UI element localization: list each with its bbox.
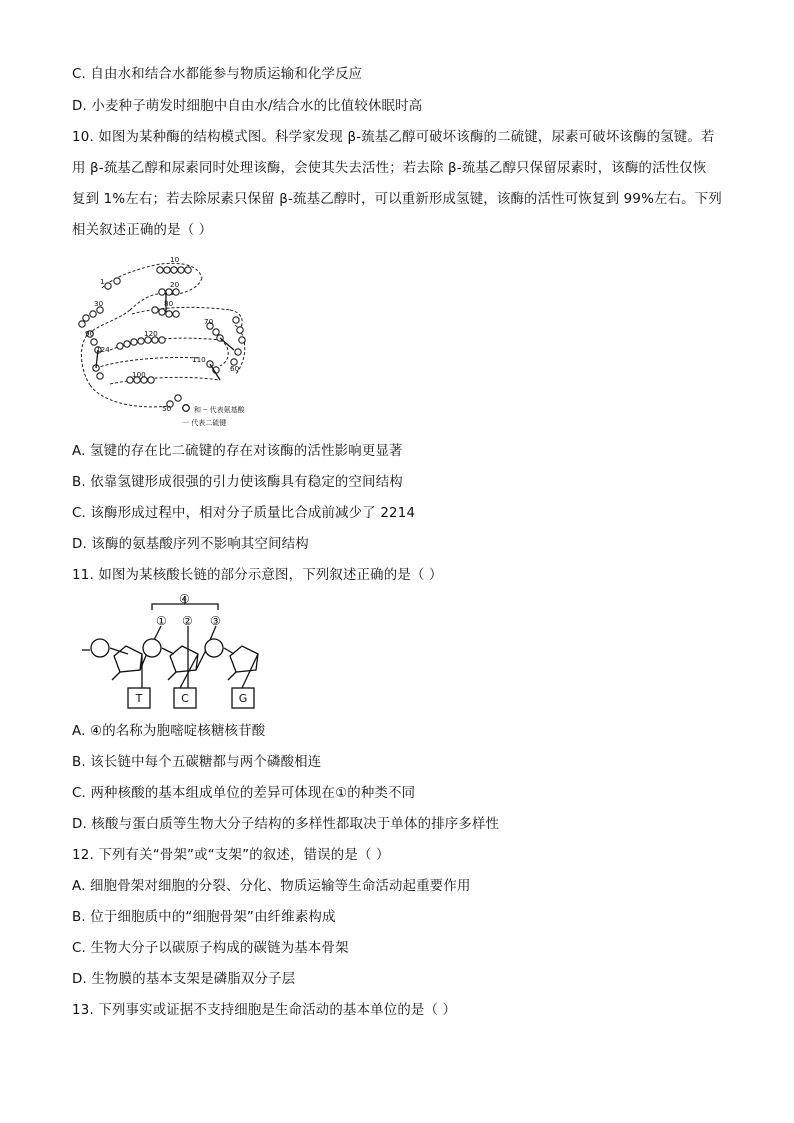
q10-stem-line4: 相关叙述正确的是（ ） [72, 223, 213, 238]
q10-stem-line3: 复到 1%左右；若去除尿素只保留 β-巯基乙醇时，可以重新形成氢键，该酶的活性可恢复到 99%左右。下列 [72, 192, 722, 207]
residue-label: 60 [230, 364, 240, 373]
base-label: C [181, 692, 189, 705]
residue-label: 100 [132, 370, 146, 379]
q13-stem: 13. 下列事实或证据不支持细胞是生命活动的基本单位的是（ ） [72, 1003, 457, 1018]
q9-option-c: C. 自由水和结合水都能参与物质运输和化学反应 [72, 67, 363, 82]
base-label: G [238, 692, 248, 705]
residue-label: 110 [192, 355, 206, 364]
label-two: ② [182, 614, 193, 628]
residue-label: 120 [144, 329, 158, 338]
q10-option-b: B. 依靠氢键形成很强的引力使该酶具有稳定的空间结构 [72, 475, 403, 490]
q10-option-c: C. 该酶形成过程中，相对分子质量比合成前减少了 2214 [72, 506, 416, 521]
q10-option-d: D. 该酶的氨基酸序列不影响其空间结构 [72, 537, 309, 552]
q12-option-d: D. 生物膜的基本支架是磷脂双分子层 [72, 972, 296, 987]
q11-option-a: A. ④的名称为胞嘧啶核糖核苷酸 [72, 724, 266, 739]
residue-label: 30 [94, 299, 104, 308]
residue-label: 80 [164, 299, 174, 308]
residue-label: 1 [100, 277, 105, 286]
q9-option-d: D. 小麦种子萌发时细胞中自由水/结合水的比值较休眠时高 [72, 99, 423, 114]
legend-disulfide-bond: 一 代表二硫键 [182, 419, 227, 427]
residue-label: 124 [96, 345, 110, 354]
q10-option-a: A. 氢键的存在比二硫键的存在对该酶的活性影响更显著 [72, 444, 403, 459]
residue-label: 10 [170, 255, 180, 264]
q11-option-b: B. 该长链中每个五碳糖都与两个磷酸相连 [72, 755, 322, 770]
label-one: ① [156, 614, 167, 628]
residue-label: 70 [204, 317, 214, 326]
q10-stem-line1: 10. 如图为某种酶的结构模式图。科学家发现 β-巯基乙醇可破坏该酶的二硫键，尿素可破坏该酶的氢键。若 [72, 130, 715, 145]
residue-label: 20 [170, 280, 180, 289]
base-label: T [135, 692, 143, 705]
residue-label: 90 [85, 329, 95, 338]
label-four: ④ [179, 592, 190, 606]
legend-amino-acid: 和 ┄ 代表氨基酸 [194, 406, 245, 414]
q10-stem-line2: 用 β-巯基乙醇和尿素同时处理该酶，会使其失去活性；若去除 β-巯基乙醇只保留尿素时，该酶的活性仅恢 [72, 161, 707, 176]
residue-label: 50 [162, 404, 172, 413]
q12-option-a: A. 细胞骨架对细胞的分裂、分化、物质运输等生命活动起重要作用 [72, 879, 471, 894]
q11-option-d: D. 核酸与蛋白质等生物大分子结构的多样性都取决于单体的排序多样性 [72, 817, 500, 832]
q11-option-c: C. 两种核酸的基本组成单位的差异可体现在①的种类不同 [72, 786, 416, 801]
nucleic-acid-chain-diagram [76, 592, 276, 714]
enzyme-structure-diagram [70, 250, 270, 432]
label-three: ③ [210, 614, 221, 628]
q11-stem: 11. 如图为某核酸长链的部分示意图，下列叙述正确的是（ ） [72, 568, 443, 583]
q12-stem: 12. 下列有关“骨架”或“支架”的叙述，错误的是（ ） [72, 848, 390, 863]
q12-option-c: C. 生物大分子以碳原子构成的碳链为基本骨架 [72, 941, 349, 956]
q12-option-b: B. 位于细胞质中的“细胞骨架”由纤维素构成 [72, 910, 336, 925]
